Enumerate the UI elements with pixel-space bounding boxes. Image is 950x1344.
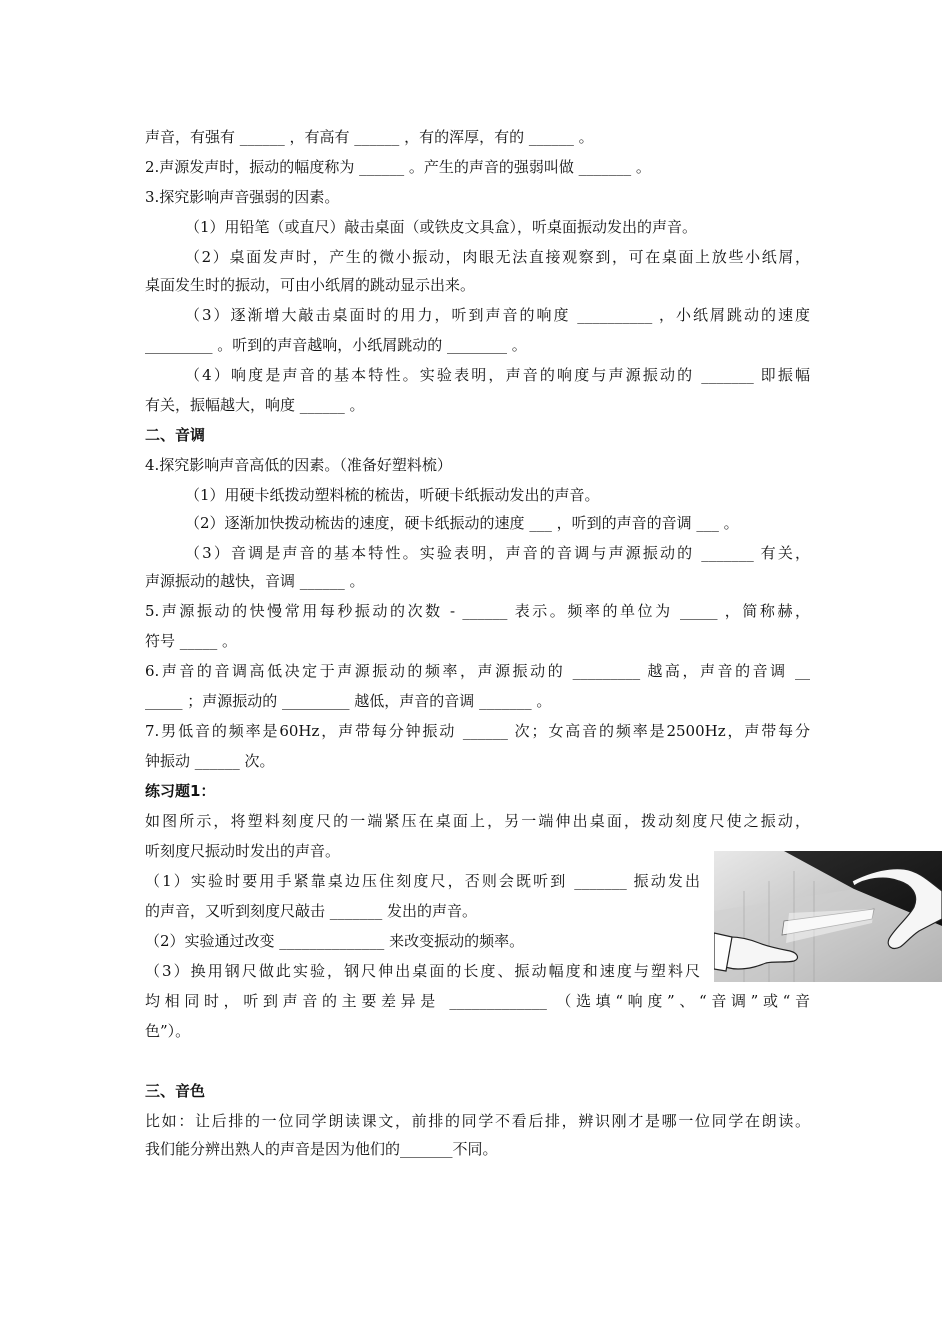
text-line: （1）实验时要用手紧靠桌边压住刻度尺，否则会既听到 _______ 振动发出 (145, 872, 700, 890)
text-line: 3.探究影响声音强弱的因素。 (145, 188, 340, 206)
text-line: 有关，振幅越大，响度 ______ 。 (145, 396, 365, 414)
section-heading: 三、音色 (145, 1082, 206, 1100)
text-line: 的声音，又听到刻度尺敲击 _______ 发出的声音。 (145, 902, 478, 920)
text-line: 符号 _____ 。 (145, 632, 238, 650)
text-line: 比如：让后排的一位同学朗读课文，前排的同学不看后排，辨识刚才是哪一位同学在朗读。 (145, 1112, 810, 1130)
text-line: （3）逐渐增大敲击桌面时的用力，听到声音的响度 __________ ，小纸屑跳动的速度 (185, 306, 810, 324)
text-line: （2）桌面发声时，产生的微小振动，肉眼无法直接观察到，可在桌面上放些小纸屑， (185, 248, 810, 266)
text-line: 声源振动的越快，音调 ______ 。 (145, 572, 365, 590)
text-line: 4.探究影响声音高低的因素。（准备好塑料梳） (145, 456, 452, 474)
text-line: _____ ；声源振动的 _________ 越低，声音的音调 _______ 。 (145, 692, 552, 710)
text-line: 6.声音的音调高低决定于声源振动的频率，声源振动的 _________ 越高，声音的音调 __ (145, 662, 810, 680)
exercise-heading: 练习题1： (145, 782, 216, 800)
text-line: 听刻度尺振动时发出的声音。 (145, 842, 341, 860)
text-line: （1）用硬卡纸拨动塑料梳的梳齿，听硬卡纸振动发出的声音。 (185, 486, 600, 504)
text-line: （3）音调是声音的基本特性。实验表明，声音的音调与声源振动的 _______ 有关， (185, 544, 810, 562)
text-line: 如图所示，将塑料刻度尺的一端紧压在桌面上，另一端伸出桌面，拨动刻度尺使之振动， (145, 812, 810, 830)
text-line: （2）实验通过改变 ______________ 来改变振动的频率。 (145, 932, 525, 950)
text-line: （3）换用钢尺做此实验，钢尺伸出桌面的长度、振动幅度和速度与塑料尺 (145, 962, 700, 980)
text-line: 钟振动 ______ 次。 (145, 752, 275, 770)
text-line: 均相同时，听到声音的主要差异是 _____________ （选填“响度”、“音调”或“音 (145, 992, 810, 1010)
text-line: 7.男低音的频率是60Hz，声带每分钟振动 ______ 次；女高音的频率是2500Hz，声带每分 (145, 722, 810, 740)
text-line: 色”）。 (145, 1022, 191, 1040)
text-line: 5.声源振动的快慢常用每秒振动的次数 - ______ 表示。频率的单位为 _____ ，简称赫， (145, 602, 810, 620)
text-line: 我们能分辨出熟人的声音是因为他们的_______不同。 (145, 1140, 498, 1158)
text-line: （1）用铅笔（或直尺）敲击桌面（或铁皮文具盒），听桌面振动发出的声音。 (185, 218, 698, 236)
section-heading: 二、音调 (145, 426, 206, 444)
text-line: （2）逐渐加快拨动梳齿的速度，硬卡纸振动的速度 ___ ，听到的声音的音调 ___ 。 (185, 514, 739, 532)
ruler-experiment-figure (714, 851, 942, 982)
text-line: 声音，有强有 ______ ，有高有 ______ ，有的浑厚，有的 ______ 。 (145, 128, 594, 146)
text-line: 桌面发生时的振动，可由小纸屑的跳动显示出来。 (145, 276, 476, 294)
text-line: （4）响度是声音的基本特性。实验表明，声音的响度与声源振动的 _______ 即振幅 (185, 366, 810, 384)
text-line: 2.声源发声时，振动的幅度称为 ______ 。产生的声音的强弱叫做 _______ 。 (145, 158, 651, 176)
text-line: _________ 。听到的声音越响，小纸屑跳动的 ________ 。 (145, 336, 527, 354)
